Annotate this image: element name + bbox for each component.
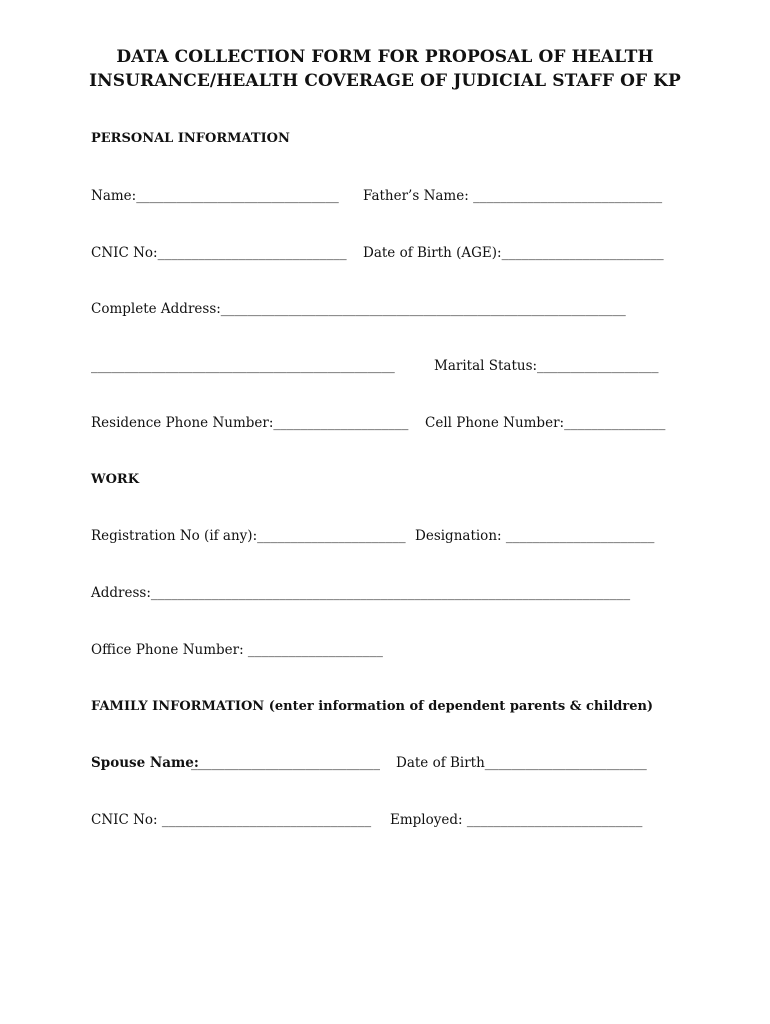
work-address-field[interactable]: Address:_______________________________________________________________________ xyxy=(91,585,631,601)
section-work: WORK xyxy=(91,472,140,487)
section-personal-information: PERSONAL INFORMATION xyxy=(91,131,290,146)
cnic-field[interactable]: CNIC No:____________________________ xyxy=(91,245,347,261)
employed-field[interactable]: Employed: __________________________ xyxy=(390,812,643,828)
name-field[interactable]: Name:______________________________ xyxy=(91,188,339,204)
designation-field[interactable]: Designation: ______________________ xyxy=(415,528,655,544)
complete-address-field[interactable]: Complete Address:____________________________________________________________ xyxy=(91,301,626,317)
spouse-name-field[interactable]: ____________________________ xyxy=(191,755,380,771)
spouse-date-of-birth-field[interactable]: Date of Birth________________________ xyxy=(396,755,647,771)
office-phone-field[interactable]: Office Phone Number: ____________________ xyxy=(91,642,383,658)
form-title-line-1: DATA COLLECTION FORM FOR PROPOSAL OF HEALTH xyxy=(116,47,654,67)
registration-no-field[interactable]: Registration No (if any):______________________ xyxy=(91,528,406,544)
marital-status-field[interactable]: Marital Status:__________________ xyxy=(434,358,659,374)
address-continuation-field[interactable]: _____________________________________________ xyxy=(91,358,395,374)
form-title-line-2: INSURANCE/HEALTH COVERAGE OF JUDICIAL STAFF OF KP xyxy=(89,71,681,91)
date-of-birth-field[interactable]: Date of Birth (AGE):________________________ xyxy=(363,245,664,261)
fathers-name-field[interactable]: Father’s Name: ____________________________ xyxy=(363,188,663,204)
residence-phone-field[interactable]: Residence Phone Number:____________________ xyxy=(91,415,409,431)
cell-phone-field[interactable]: Cell Phone Number:_______________ xyxy=(425,415,666,431)
section-family-information: FAMILY INFORMATION (enter information of dependent parents & children) xyxy=(91,699,654,714)
spouse-cnic-field[interactable]: CNIC No: _______________________________ xyxy=(91,812,372,828)
spouse-name-label: Spouse Name: xyxy=(91,755,199,771)
